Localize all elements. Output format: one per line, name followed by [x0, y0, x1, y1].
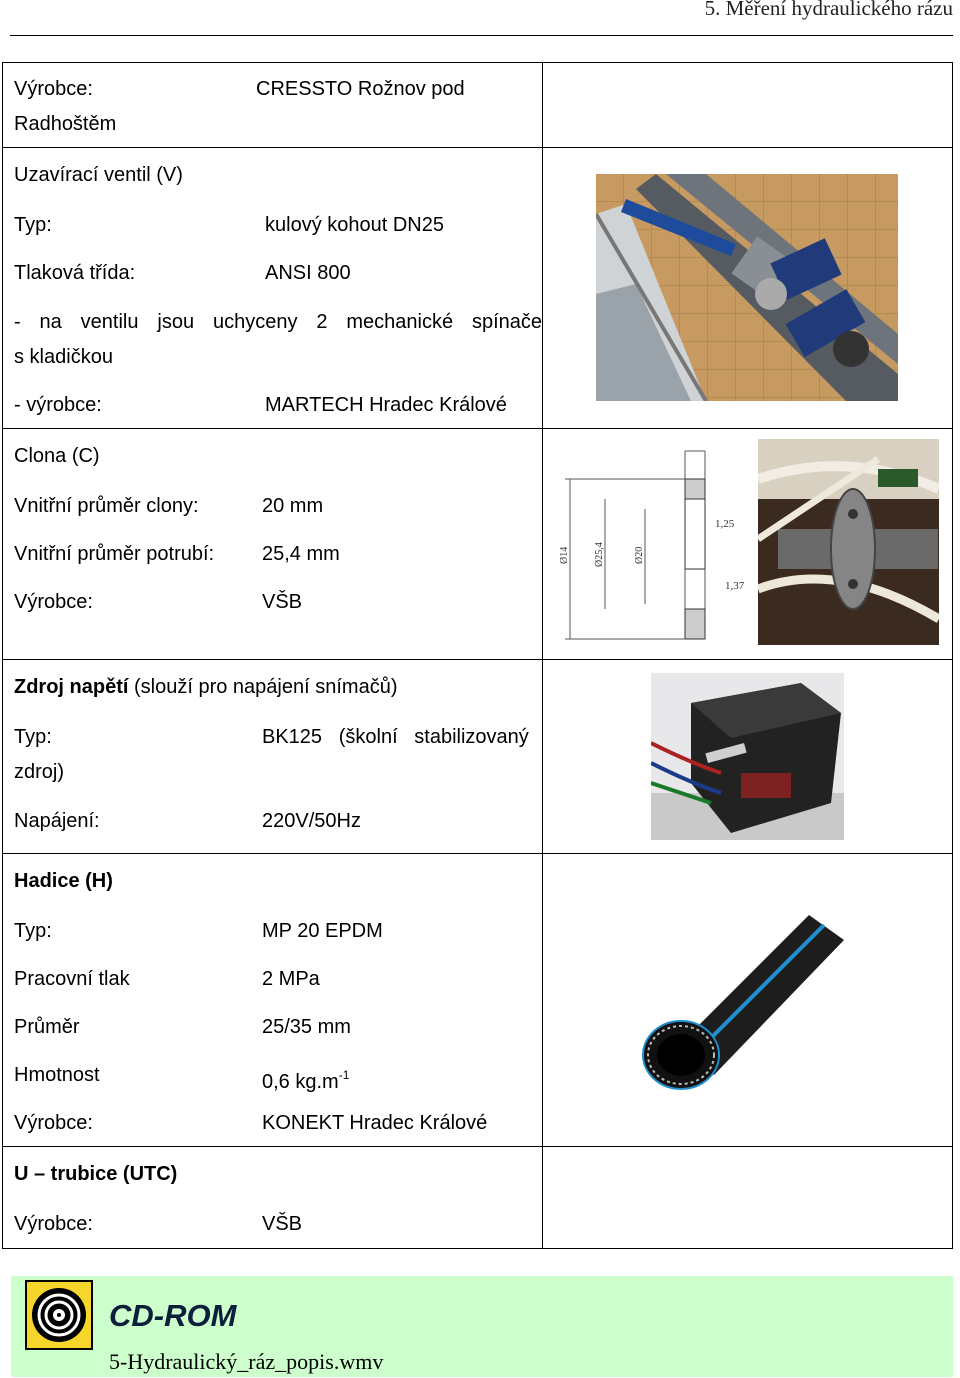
orifice-maker-label: Výrobce: — [14, 591, 93, 613]
row-divider — [3, 659, 952, 660]
power-title — [14, 675, 397, 699]
power-title-bold: Zdroj napětí — [14, 676, 129, 698]
valve-maker-value: MARTECH Hradec Králové — [265, 394, 507, 416]
valve-class-value: ANSI 800 — [265, 262, 351, 284]
cdrom-title: CD-ROM — [109, 1298, 237, 1333]
orifice-pipe-value: 25,4 mm — [262, 543, 340, 565]
hose-maker-value: KONEKT Hradec Králové — [262, 1112, 488, 1134]
cdrom-file-link[interactable]: 5-Hydraulický_ráz_popis.wmv — [109, 1349, 384, 1374]
orifice-photo — [758, 439, 939, 645]
power-type-label: Typ: — [14, 726, 52, 748]
maker-label: Výrobce: — [14, 78, 93, 100]
drawing-d1: Ø14 — [559, 546, 570, 564]
row-divider — [3, 147, 952, 148]
hose-weight-label: Hmotnost — [14, 1064, 100, 1086]
power-supply-photo — [651, 673, 844, 840]
orifice-pipe-label: Vnitřní průměr potrubí: — [14, 543, 215, 565]
chapter-title: 5. Měření hydraulického rázu — [704, 0, 953, 20]
orifice-drawing — [555, 439, 751, 645]
drawing-d3: Ø20 — [634, 546, 645, 564]
hose-photo — [639, 895, 849, 1105]
drawing-d2: Ø25,4 — [594, 542, 605, 567]
row-divider — [3, 428, 952, 429]
utube-maker-value: VŠB — [262, 1213, 303, 1235]
power-type-value: BK125 (školní stabilizovaný — [262, 726, 529, 748]
valve-photo — [596, 174, 898, 401]
hose-pressure-label: Pracovní tlak — [14, 968, 130, 990]
utube-title: U – trubice (UTC) — [14, 1163, 178, 1185]
valve-class-label: Tlaková třída: — [14, 262, 136, 284]
cdrom-footer — [11, 1276, 953, 1377]
hose-type-label: Typ: — [14, 920, 52, 942]
cd-icon[interactable] — [25, 1280, 93, 1350]
hose-title: Hadice (H) — [14, 870, 113, 892]
page-header — [10, 0, 953, 36]
utube-maker-label: Výrobce: — [14, 1213, 93, 1235]
drawing-dim2: 1,37 — [725, 580, 745, 592]
hose-diameter-label: Průměr — [14, 1016, 80, 1038]
row-divider — [3, 853, 952, 854]
valve-type-label: Typ: — [14, 214, 52, 236]
valve-maker-label: - výrobce: — [14, 394, 102, 416]
orifice-title: Clona (C) — [14, 445, 100, 467]
orifice-inner-label: Vnitřní průměr clony: — [14, 495, 199, 517]
valve-note-cont: s kladičkou — [14, 346, 113, 368]
hose-maker-label: Výrobce: — [14, 1112, 93, 1134]
orifice-inner-value: 20 mm — [262, 495, 324, 517]
row-divider — [3, 1146, 952, 1147]
hose-pressure-value: 2 MPa — [262, 968, 320, 990]
power-supply-value: 220V/50Hz — [262, 810, 361, 832]
orifice-maker-value: VŠB — [262, 591, 303, 613]
column-divider — [542, 63, 543, 1248]
drawing-dim1: 1,25 — [715, 518, 735, 530]
valve-note: - na ventilu jsou uchyceny 2 mechanické spínače — [14, 311, 542, 333]
power-title-rest: (slouží pro napájení snímačů) — [128, 676, 398, 698]
hose-type-value: MP 20 EPDM — [262, 920, 383, 942]
hose-weight-value — [262, 1063, 349, 1094]
hose-weight-exponent: -1 — [338, 1068, 350, 1082]
maker-value-cont: Radhoštěm — [14, 113, 117, 135]
power-supply-label: Napájení: — [14, 810, 100, 832]
hose-diameter-value: 25/35 mm — [262, 1016, 351, 1038]
valve-title: Uzavírací ventil (V) — [14, 164, 183, 186]
hose-weight-number: 0,6 kg.m — [262, 1071, 339, 1093]
maker-value: CRESSTO Rožnov pod — [256, 78, 465, 100]
power-type-cont: zdroj) — [14, 761, 65, 783]
valve-type-value: kulový kohout DN25 — [265, 214, 444, 236]
equipment-table — [2, 62, 953, 1249]
